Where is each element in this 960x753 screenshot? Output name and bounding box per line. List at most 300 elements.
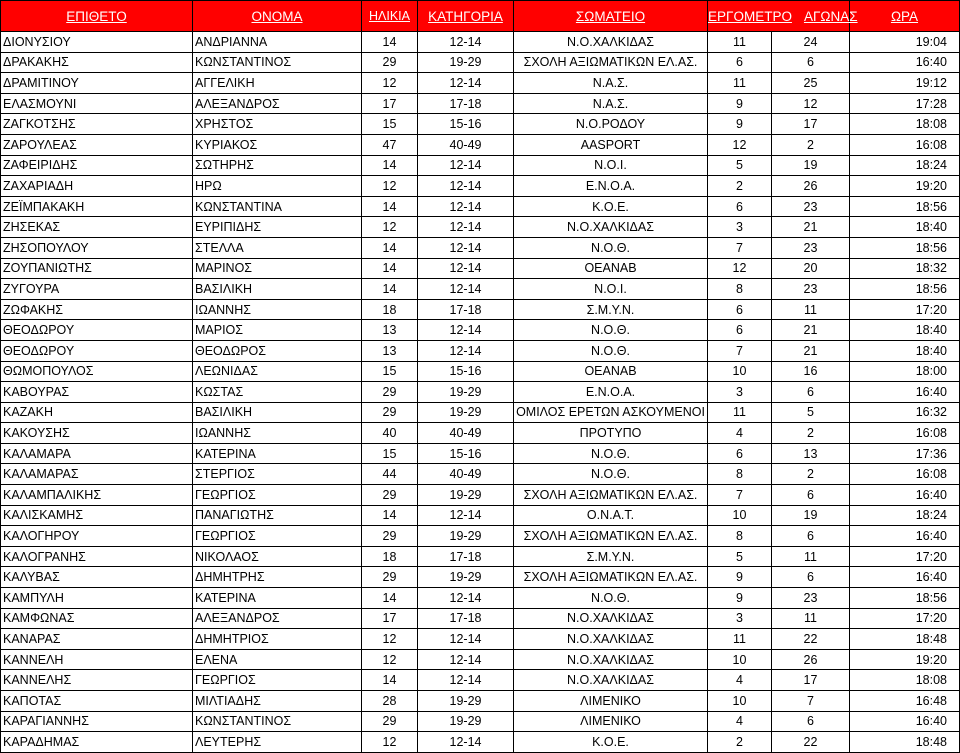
- category-cell: 12-14: [418, 279, 514, 300]
- ergometer-cell: 7: [708, 485, 772, 506]
- name-cell: ΚΥΡΙΑΚΟΣ: [193, 134, 362, 155]
- race-cell: 6: [772, 52, 850, 73]
- header-category: ΚΑΤΗΓΟΡΙΑ: [418, 1, 514, 32]
- race-cell: 6: [772, 567, 850, 588]
- time-cell: 18:08: [850, 114, 960, 135]
- table-row: [1, 649, 960, 670]
- name-cell: ΙΩΑΝΝΗΣ: [193, 423, 362, 444]
- time-cell: 18:24: [850, 505, 960, 526]
- category-cell: 19-29: [418, 526, 514, 547]
- name-cell: ΕΛΕΝΑ: [193, 649, 362, 670]
- ergometer-cell: 3: [708, 217, 772, 238]
- category-cell: 40-49: [418, 134, 514, 155]
- club-cell: Κ.Ο.Ε.: [514, 196, 708, 217]
- name-cell: ΔΗΜΗΤΡΙΟΣ: [193, 629, 362, 650]
- header-club: ΣΩΜΑΤΕΙΟ: [514, 1, 708, 32]
- category-cell: 17-18: [418, 299, 514, 320]
- club-cell: Ν.Ο.Θ.: [514, 340, 708, 361]
- club-cell: Ν.Ο.Θ.: [514, 588, 708, 609]
- age-cell: 14: [362, 588, 418, 609]
- club-cell: ΠΡΟΤΥΠΟ: [514, 423, 708, 444]
- race-cell: 26: [772, 649, 850, 670]
- age-cell: 14: [362, 155, 418, 176]
- name-cell: ΕΥΡΙΠΙΔΗΣ: [193, 217, 362, 238]
- ergometer-cell: 3: [708, 608, 772, 629]
- surname-cell: ΘΕΟΔΩΡΟΥ: [1, 340, 193, 361]
- age-cell: 29: [362, 402, 418, 423]
- club-cell: Ν.Ο.ΧΑΛΚΙΔΑΣ: [514, 670, 708, 691]
- surname-cell: ΔΙΟΝΥΣΙΟΥ: [1, 32, 193, 53]
- age-cell: 47: [362, 134, 418, 155]
- race-cell: 17: [772, 114, 850, 135]
- category-cell: 12-14: [418, 732, 514, 753]
- race-cell: 26: [772, 176, 850, 197]
- ergometer-cell: 6: [708, 320, 772, 341]
- header-race: ΑΓΩΝΑΣ: [803, 8, 858, 24]
- race-cell: 24: [772, 32, 850, 53]
- time-cell: 19:12: [850, 73, 960, 94]
- name-cell: ΣΤΕΡΓΙΟΣ: [193, 464, 362, 485]
- club-cell: Ν.Ο.Θ.: [514, 320, 708, 341]
- table-header: [1, 1, 960, 32]
- age-cell: 44: [362, 464, 418, 485]
- name-cell: ΚΑΤΕΡΙΝΑ: [193, 588, 362, 609]
- age-cell: 40: [362, 423, 418, 444]
- surname-cell: ΚΑΡΑΓΙΑΝΝΗΣ: [1, 711, 193, 732]
- name-cell: ΣΤΕΛΛΑ: [193, 237, 362, 258]
- time-cell: 16:40: [850, 52, 960, 73]
- table-row: [1, 629, 960, 650]
- surname-cell: ΖΗΣΕΚΑΣ: [1, 217, 193, 238]
- club-cell: Ν.Ο.ΧΑΛΚΙΔΑΣ: [514, 32, 708, 53]
- header-age: ΗΛΙΚΙΑ: [362, 1, 418, 32]
- surname-cell: ΚΑΛΑΜΑΡΑΣ: [1, 464, 193, 485]
- age-cell: 14: [362, 258, 418, 279]
- name-cell: ΑΛΕΞΑΝΔΡΟΣ: [193, 93, 362, 114]
- race-cell: 22: [772, 732, 850, 753]
- ergometer-cell: 4: [708, 670, 772, 691]
- name-cell: ΑΝΔΡΙΑΝΝΑ: [193, 32, 362, 53]
- race-cell: 23: [772, 196, 850, 217]
- time-cell: 16:40: [850, 485, 960, 506]
- category-cell: 12-14: [418, 73, 514, 94]
- name-cell: ΣΩΤΗΡΗΣ: [193, 155, 362, 176]
- race-cell: 25: [772, 73, 850, 94]
- surname-cell: ΖΑΧΑΡΙΑΔΗ: [1, 176, 193, 197]
- race-cell: 11: [772, 608, 850, 629]
- race-cell: 2: [772, 134, 850, 155]
- time-cell: 18:56: [850, 237, 960, 258]
- name-cell: ΛΕΥΤΕΡΗΣ: [193, 732, 362, 753]
- age-cell: 15: [362, 114, 418, 135]
- table-row: [1, 32, 960, 53]
- surname-cell: ΚΑΠΟΤΑΣ: [1, 691, 193, 712]
- ergometer-cell: 10: [708, 649, 772, 670]
- time-cell: 16:40: [850, 567, 960, 588]
- name-cell: ΓΕΩΡΓΙΟΣ: [193, 670, 362, 691]
- category-cell: 40-49: [418, 423, 514, 444]
- race-cell: 6: [772, 485, 850, 506]
- age-cell: 15: [362, 361, 418, 382]
- surname-cell: ΚΑΛΟΓΡΑΝΗΣ: [1, 546, 193, 567]
- table-row: [1, 732, 960, 753]
- header-time: ΩΡΑ: [850, 1, 960, 32]
- surname-cell: ΚΑΚΟΥΣΗΣ: [1, 423, 193, 444]
- surname-cell: ΖΩΦΑΚΗΣ: [1, 299, 193, 320]
- name-cell: ΒΑΣΙΛΙΚΗ: [193, 279, 362, 300]
- time-cell: 19:04: [850, 32, 960, 53]
- age-cell: 18: [362, 299, 418, 320]
- club-cell: ΟΕΑΝΑΒ: [514, 361, 708, 382]
- time-cell: 16:32: [850, 402, 960, 423]
- race-cell: 19: [772, 505, 850, 526]
- surname-cell: ΖΗΣΟΠΟΥΛΟΥ: [1, 237, 193, 258]
- club-cell: ΛΙΜΕΝΙΚΟ: [514, 711, 708, 732]
- race-cell: 11: [772, 546, 850, 567]
- ergometer-cell: 6: [708, 299, 772, 320]
- race-cell: 6: [772, 382, 850, 403]
- club-cell: Ν.Α.Σ.: [514, 93, 708, 114]
- name-cell: ΓΕΩΡΓΙΟΣ: [193, 526, 362, 547]
- race-cell: 23: [772, 237, 850, 258]
- surname-cell: ΚΑΝΝΕΛΗ: [1, 649, 193, 670]
- table-row: [1, 134, 960, 155]
- table-row: [1, 258, 960, 279]
- age-cell: 29: [362, 485, 418, 506]
- ergometer-cell: 11: [708, 73, 772, 94]
- header-row: [1, 1, 960, 32]
- club-cell: AASPORT: [514, 134, 708, 155]
- table-row: [1, 299, 960, 320]
- header-name: ΟΝΟΜΑ: [193, 1, 362, 32]
- category-cell: 12-14: [418, 32, 514, 53]
- age-cell: 14: [362, 670, 418, 691]
- ergometer-cell: 2: [708, 732, 772, 753]
- table-body: [1, 32, 960, 753]
- ergometer-cell: 9: [708, 114, 772, 135]
- category-cell: 17-18: [418, 608, 514, 629]
- ergometer-cell: 10: [708, 691, 772, 712]
- surname-cell: ΖΕΪΜΠΑΚΑΚΗ: [1, 196, 193, 217]
- surname-cell: ΔΡΑΚΑΚΗΣ: [1, 52, 193, 73]
- ergometer-cell: 9: [708, 93, 772, 114]
- age-cell: 13: [362, 320, 418, 341]
- time-cell: 18:48: [850, 732, 960, 753]
- age-cell: 14: [362, 279, 418, 300]
- ergometer-cell: 4: [708, 423, 772, 444]
- ergometer-cell: 10: [708, 505, 772, 526]
- age-cell: 29: [362, 711, 418, 732]
- ergometer-cell: 7: [708, 237, 772, 258]
- age-cell: 29: [362, 382, 418, 403]
- table-row: [1, 608, 960, 629]
- time-cell: 16:40: [850, 526, 960, 547]
- category-cell: 19-29: [418, 567, 514, 588]
- table-row: [1, 711, 960, 732]
- category-cell: 12-14: [418, 176, 514, 197]
- time-cell: 18:56: [850, 279, 960, 300]
- category-cell: 12-14: [418, 629, 514, 650]
- name-cell: ΜΑΡΙΟΣ: [193, 320, 362, 341]
- ergometer-cell: 9: [708, 567, 772, 588]
- table-row: [1, 485, 960, 506]
- surname-cell: ΘΕΟΔΩΡΟΥ: [1, 320, 193, 341]
- time-cell: 16:40: [850, 382, 960, 403]
- name-cell: ΒΑΣΙΛΙΚΗ: [193, 402, 362, 423]
- table-row: [1, 546, 960, 567]
- race-cell: 19: [772, 155, 850, 176]
- race-cell: 2: [772, 423, 850, 444]
- surname-cell: ΚΑΛΑΜΑΡΑ: [1, 443, 193, 464]
- category-cell: 19-29: [418, 691, 514, 712]
- surname-cell: ΚΑΝΝΕΛΗΣ: [1, 670, 193, 691]
- table-row: [1, 155, 960, 176]
- time-cell: 18:56: [850, 588, 960, 609]
- time-cell: 16:40: [850, 711, 960, 732]
- category-cell: 19-29: [418, 711, 514, 732]
- category-cell: 12-14: [418, 155, 514, 176]
- table-row: [1, 361, 960, 382]
- time-cell: 18:32: [850, 258, 960, 279]
- name-cell: ΜΑΡΙΝΟΣ: [193, 258, 362, 279]
- ergometer-cell: 6: [708, 196, 772, 217]
- surname-cell: ΚΑΛΙΣΚΑΜΗΣ: [1, 505, 193, 526]
- ergometer-cell: 7: [708, 340, 772, 361]
- club-cell: ΣΧΟΛΗ ΑΞΙΩΜΑΤΙΚΩΝ ΕΛ.ΑΣ.: [514, 485, 708, 506]
- table-row: [1, 382, 960, 403]
- name-cell: ΘΕΟΔΩΡΟΣ: [193, 340, 362, 361]
- race-cell: 17: [772, 670, 850, 691]
- name-cell: ΑΛΕΞΑΝΔΡΟΣ: [193, 608, 362, 629]
- table-row: [1, 567, 960, 588]
- club-cell: ΟΜΙΛΟΣ ΕΡΕΤΩΝ ΑΣΚΟΥΜΕΝΟΙ: [514, 402, 708, 423]
- header-surname: ΕΠΙΘΕΤΟ: [1, 1, 193, 32]
- surname-cell: ΖΑΡΟΥΛΕΑΣ: [1, 134, 193, 155]
- name-cell: ΙΩΑΝΝΗΣ: [193, 299, 362, 320]
- surname-cell: ΚΑΜΦΩΝΑΣ: [1, 608, 193, 629]
- race-cell: 16: [772, 361, 850, 382]
- category-cell: 40-49: [418, 464, 514, 485]
- category-cell: 15-16: [418, 114, 514, 135]
- name-cell: ΠΑΝΑΓΙΩΤΗΣ: [193, 505, 362, 526]
- age-cell: 29: [362, 526, 418, 547]
- category-cell: 12-14: [418, 505, 514, 526]
- club-cell: Ν.Α.Σ.: [514, 73, 708, 94]
- surname-cell: ΔΡΑΜΙΤΙΝΟΥ: [1, 73, 193, 94]
- table-row: [1, 114, 960, 135]
- ergometer-cell: 12: [708, 258, 772, 279]
- club-cell: Ν.Ο.ΧΑΛΚΙΔΑΣ: [514, 217, 708, 238]
- ergometer-cell: 9: [708, 588, 772, 609]
- ergometer-cell: 5: [708, 546, 772, 567]
- age-cell: 12: [362, 217, 418, 238]
- time-cell: 19:20: [850, 649, 960, 670]
- club-cell: Ν.Ο.ΡΟΔΟΥ: [514, 114, 708, 135]
- time-cell: 17:20: [850, 299, 960, 320]
- table-row: [1, 73, 960, 94]
- name-cell: ΚΩΣΤΑΣ: [193, 382, 362, 403]
- race-cell: 21: [772, 217, 850, 238]
- club-cell: Ν.Ο.ΧΑΛΚΙΔΑΣ: [514, 629, 708, 650]
- surname-cell: ΚΑΒΟΥΡΑΣ: [1, 382, 193, 403]
- name-cell: ΓΕΩΡΓΙΟΣ: [193, 485, 362, 506]
- category-cell: 17-18: [418, 546, 514, 567]
- age-cell: 17: [362, 93, 418, 114]
- club-cell: ΣΧΟΛΗ ΑΞΙΩΜΑΤΙΚΩΝ ΕΛ.ΑΣ.: [514, 52, 708, 73]
- time-cell: 18:48: [850, 629, 960, 650]
- table-row: [1, 588, 960, 609]
- ergometer-cell: 10: [708, 361, 772, 382]
- table-row: [1, 670, 960, 691]
- age-cell: 12: [362, 73, 418, 94]
- category-cell: 12-14: [418, 320, 514, 341]
- category-cell: 12-14: [418, 649, 514, 670]
- club-cell: Ν.Ο.Θ.: [514, 237, 708, 258]
- age-cell: 12: [362, 629, 418, 650]
- category-cell: 12-14: [418, 258, 514, 279]
- age-cell: 17: [362, 608, 418, 629]
- age-cell: 29: [362, 567, 418, 588]
- table-row: [1, 423, 960, 444]
- time-cell: 18:40: [850, 340, 960, 361]
- age-cell: 12: [362, 649, 418, 670]
- club-cell: Ν.Ο.ΧΑΛΚΙΔΑΣ: [514, 608, 708, 629]
- table-row: [1, 320, 960, 341]
- time-cell: 18:00: [850, 361, 960, 382]
- race-cell: 21: [772, 320, 850, 341]
- club-cell: Σ.Μ.Υ.Ν.: [514, 299, 708, 320]
- age-cell: 12: [362, 732, 418, 753]
- age-cell: 14: [362, 237, 418, 258]
- category-cell: 19-29: [418, 402, 514, 423]
- surname-cell: ΚΑΡΑΔΗΜΑΣ: [1, 732, 193, 753]
- ergometer-cell: 11: [708, 32, 772, 53]
- table-row: [1, 505, 960, 526]
- time-cell: 19:20: [850, 176, 960, 197]
- age-cell: 12: [362, 176, 418, 197]
- age-cell: 14: [362, 196, 418, 217]
- name-cell: ΚΩΝΣΤΑΝΤΙΝΑ: [193, 196, 362, 217]
- category-cell: 15-16: [418, 443, 514, 464]
- category-cell: 12-14: [418, 217, 514, 238]
- time-cell: 17:20: [850, 608, 960, 629]
- surname-cell: ΖΑΓΚΟΤΣΗΣ: [1, 114, 193, 135]
- age-cell: 15: [362, 443, 418, 464]
- time-cell: 16:48: [850, 691, 960, 712]
- surname-cell: ΖΥΓΟΥΡΑ: [1, 279, 193, 300]
- age-cell: 14: [362, 32, 418, 53]
- race-cell: 21: [772, 340, 850, 361]
- club-cell: Ν.Ο.Θ.: [514, 464, 708, 485]
- name-cell: ΜΙΛΤΙΑΔΗΣ: [193, 691, 362, 712]
- ergometer-cell: 3: [708, 382, 772, 403]
- club-cell: ΣΧΟΛΗ ΑΞΙΩΜΑΤΙΚΩΝ ΕΛ.ΑΣ.: [514, 567, 708, 588]
- club-cell: Σ.Μ.Υ.Ν.: [514, 546, 708, 567]
- time-cell: 18:40: [850, 320, 960, 341]
- club-cell: Ο.Ν.Α.Τ.: [514, 505, 708, 526]
- category-cell: 12-14: [418, 588, 514, 609]
- ergometer-cell: 5: [708, 155, 772, 176]
- time-cell: 17:20: [850, 546, 960, 567]
- race-cell: 13: [772, 443, 850, 464]
- race-cell: 20: [772, 258, 850, 279]
- race-cell: 23: [772, 588, 850, 609]
- surname-cell: ΚΑΛΥΒΑΣ: [1, 567, 193, 588]
- age-cell: 13: [362, 340, 418, 361]
- table-row: [1, 196, 960, 217]
- race-cell: 6: [772, 711, 850, 732]
- name-cell: ΚΩΝΣΤΑΝΤΙΝΟΣ: [193, 52, 362, 73]
- age-cell: 28: [362, 691, 418, 712]
- club-cell: Ε.Ν.Ο.Α.: [514, 382, 708, 403]
- table-row: [1, 52, 960, 73]
- table-row: [1, 691, 960, 712]
- name-cell: ΛΕΩΝΙΔΑΣ: [193, 361, 362, 382]
- ergometer-cell: 11: [708, 402, 772, 423]
- surname-cell: ΘΩΜΟΠΟΥΛΟΣ: [1, 361, 193, 382]
- time-cell: 18:24: [850, 155, 960, 176]
- name-cell: ΗΡΩ: [193, 176, 362, 197]
- name-cell: ΧΡΗΣΤΟΣ: [193, 114, 362, 135]
- table-row: [1, 526, 960, 547]
- race-cell: 7: [772, 691, 850, 712]
- name-cell: ΔΗΜΗΤΡΗΣ: [193, 567, 362, 588]
- age-cell: 18: [362, 546, 418, 567]
- header-ergometer: ΕΡΓΟΜΕΤΡΟ: [708, 8, 792, 24]
- table-row: [1, 443, 960, 464]
- surname-cell: ΚΑΝΑΡΑΣ: [1, 629, 193, 650]
- club-cell: Ε.Ν.Ο.Α.: [514, 176, 708, 197]
- table-row: [1, 279, 960, 300]
- club-cell: ΟΕΑΝΑΒ: [514, 258, 708, 279]
- race-cell: 5: [772, 402, 850, 423]
- club-cell: Ν.Ο.Ι.: [514, 155, 708, 176]
- category-cell: 12-14: [418, 237, 514, 258]
- race-cell: 12: [772, 93, 850, 114]
- name-cell: ΑΓΓΕΛΙΚΗ: [193, 73, 362, 94]
- category-cell: 17-18: [418, 93, 514, 114]
- club-cell: Ν.Ο.Ι.: [514, 279, 708, 300]
- club-cell: Ν.Ο.ΧΑΛΚΙΔΑΣ: [514, 649, 708, 670]
- ergometer-cell: 8: [708, 526, 772, 547]
- surname-cell: ΚΑΛΑΜΠΑΛΙΚΗΣ: [1, 485, 193, 506]
- ergometer-cell: 6: [708, 443, 772, 464]
- table-row: [1, 340, 960, 361]
- club-cell: ΛΙΜΕΝΙΚΟ: [514, 691, 708, 712]
- time-cell: 18:56: [850, 196, 960, 217]
- name-cell: ΝΙΚΟΛΑΟΣ: [193, 546, 362, 567]
- club-cell: Ν.Ο.Θ.: [514, 443, 708, 464]
- race-cell: 2: [772, 464, 850, 485]
- ergometer-cell: 12: [708, 134, 772, 155]
- category-cell: 12-14: [418, 670, 514, 691]
- ergometer-cell: 4: [708, 711, 772, 732]
- name-cell: ΚΩΝΣΤΑΝΤΙΝΟΣ: [193, 711, 362, 732]
- surname-cell: ΚΑΖΑΚΗ: [1, 402, 193, 423]
- table-row: [1, 176, 960, 197]
- surname-cell: ΖΑΦΕΙΡΙΔΗΣ: [1, 155, 193, 176]
- surname-cell: ΕΛΑΣΜΟΥΝΙ: [1, 93, 193, 114]
- category-cell: 19-29: [418, 52, 514, 73]
- time-cell: 17:36: [850, 443, 960, 464]
- race-cell: 6: [772, 526, 850, 547]
- table-row: [1, 237, 960, 258]
- ergometer-cell: 8: [708, 464, 772, 485]
- time-cell: 18:40: [850, 217, 960, 238]
- club-cell: ΣΧΟΛΗ ΑΞΙΩΜΑΤΙΚΩΝ ΕΛ.ΑΣ.: [514, 526, 708, 547]
- surname-cell: ΚΑΜΠΥΛΗ: [1, 588, 193, 609]
- age-cell: 29: [362, 52, 418, 73]
